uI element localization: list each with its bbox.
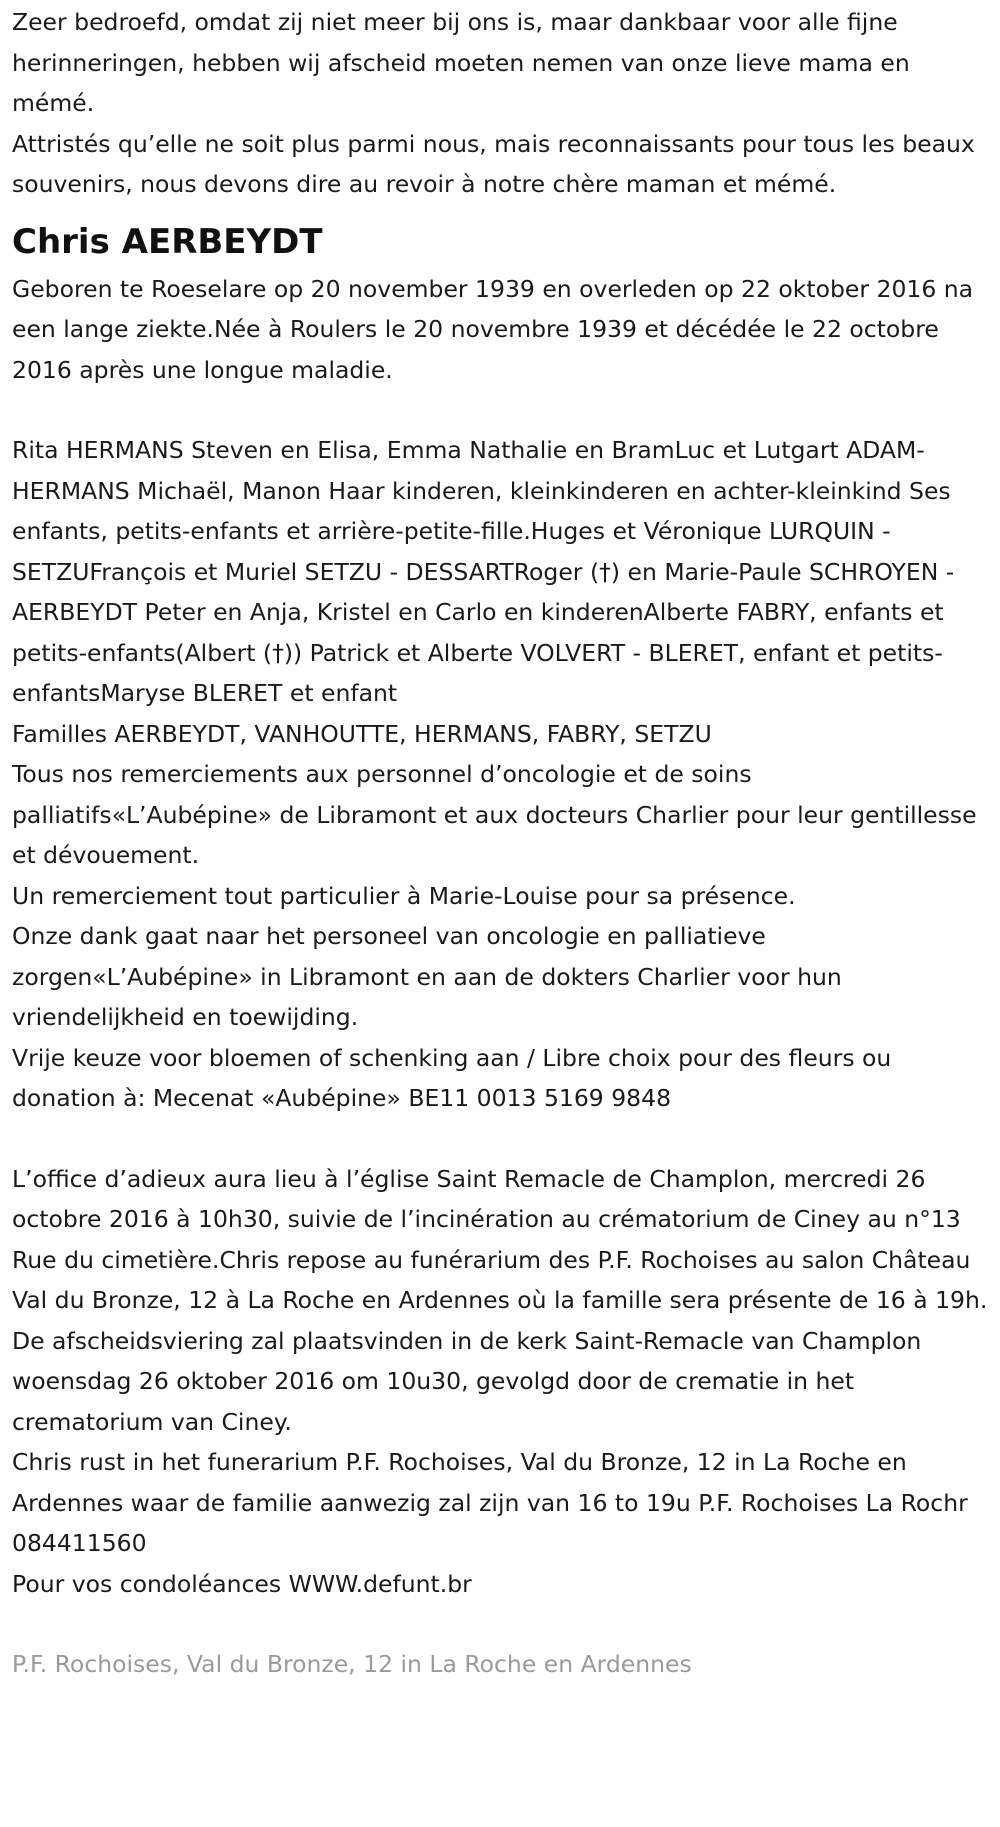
spacer [12, 390, 990, 430]
intro-dutch: Zeer bedroefd, omdat zij niet meer bij ons is, maar dankbaar voor alle fijne herinneringen, hebben wij afscheid moeten nemen van onze lieve mama en mémé. [12, 8, 910, 117]
thanks-special: Un remerciement tout particulier à Marie-Louise pour sa présence. [12, 881, 796, 910]
relatives-text: Rita HERMANS Steven en Elisa, Emma Nathalie en BramLuc et Lutgart ADAM-HERMANS Michaël, Manon Haar kinderen, kleinkinderen en achter-kleinkind Ses enfants, petits-enfants et arrière-petite-fille.Huges et Véronique LURQUIN - SETZUFrançois et Muriel SETZU - DESSARTRoger (†) en Marie-Paule SCHROYEN - AERBEYDT Peter en Anja, Kristel en Carlo en kinderenAlberte FABRY, enfants et petits-enfants(Albert (†)) Patrick et Alberte VOLVERT - BLERET, enfant et petits-enfantsMaryse BLERET et enfant [12, 436, 955, 707]
intro-french: Attristés qu’elle ne soit plus parmi nous, mais reconnaissants pour tous les beaux souvenirs, nous devons dire au revoir à notre chère maman et mémé. [12, 129, 975, 198]
ceremony-dutch: De afscheidsviering zal plaatsvinden in de kerk Saint-Remacle van Champlon woensdag 26 oktober 2016 om 10u30, gevolgd door de crematie in het crematorium van Ciney. [12, 1326, 922, 1436]
birth-death-text: Geboren te Roeselare op 20 november 1939 en overleden op 22 oktober 2016 na een lange ziekte.Née à Roulers le 20 novembre 1939 et décédée le 22 octobre 2016 après une longue maladie. [12, 274, 974, 384]
thanks-french: Tous nos remerciements aux personnel d’oncologie et de soins palliatifs«L’Aubépine» de Libramont et aux docteurs Charlier pour leur gentillesse et dévouement. [12, 760, 977, 869]
donation-text: Vrije keuze voor bloemen of schenking aan / Libre choix pour des fleurs ou donation à: Mecenat «Aubépine» BE11 0013 5169 9848 [12, 1043, 892, 1112]
spacer [12, 1119, 990, 1159]
spacer [12, 205, 990, 215]
rest-dutch: Chris rust in het funerarium P.F. Rochoises, Val du Bronze, 12 in La Roche en Ardennes waar de familie aanwezig zal zijn van 16 to 19u P.F. Rochoises La Rochr 084411560 [12, 1448, 968, 1557]
families-text: Familles AERBEYDT, VANHOUTTE, HERMANS, FABRY, SETZU [12, 719, 712, 748]
ceremony-french: L’office d’adieux aura lieu à l’église Saint Remacle de Champlon, mercredi 26 octobre 2016 à 10h30, suivie de l’incinération au crématorium de Ciney au n°13 Rue du cimetière.Chris repose au funérarium des P.F. Rochoises au salon Château Val du Bronze, 12 à La Roche en Ardennes où la famille sera présente de 16 à 19h. [12, 1164, 988, 1314]
deceased-name: Chris AERBEYDT [12, 221, 323, 262]
thanks-dutch: Onze dank gaat naar het personeel van oncologie en palliatieve zorgen«L’Aubépine» in Libramont en aan de dokters Charlier voor hun vriendelijkheid en toewijding. [12, 922, 842, 1031]
condolences-text: Pour vos condoléances WWW.defunt.br [12, 1569, 472, 1598]
footer-address: P.F. Rochoises, Val du Bronze, 12 in La Roche en Ardennes [12, 1650, 692, 1678]
spacer [12, 1604, 990, 1644]
